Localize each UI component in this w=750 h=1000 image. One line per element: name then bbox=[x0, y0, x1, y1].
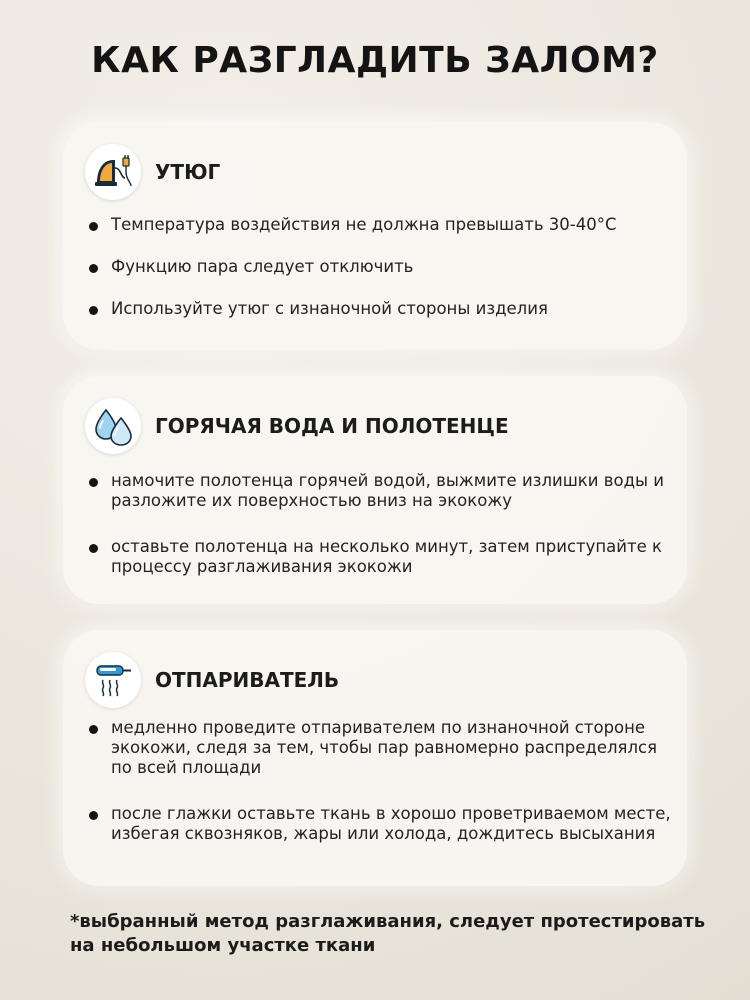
water-drops-icon bbox=[85, 398, 141, 454]
card-steamer bbox=[63, 630, 687, 886]
bullet bbox=[89, 478, 98, 487]
list-item: Используйте утюг с изнаночной стороны изделия bbox=[89, 299, 667, 319]
steamer-icon bbox=[85, 652, 141, 708]
card-title-iron: УТЮГ bbox=[155, 160, 221, 184]
list-item: оставьте полотенца на несколько минут, затем приступайте к процессу разглаживания экокожи bbox=[89, 537, 671, 577]
list-item: Температура воздействия не должна превышать 30-40°С bbox=[89, 215, 667, 235]
list-item: намочите полотенца горячей водой, выжмите излишки воды и разложите их поверхностью вниз на экокожу bbox=[89, 471, 671, 511]
bullet bbox=[89, 222, 98, 231]
list-item: медленно проведите отпаривателем по изнаночной стороне экокожи, следя за тем, чтобы пар равномерно распределялся по всей площади bbox=[89, 718, 671, 778]
bullet bbox=[89, 811, 98, 820]
card-hot-water bbox=[63, 376, 687, 604]
bullet bbox=[89, 725, 98, 734]
list-item: Функцию пара следует отключить bbox=[89, 257, 667, 277]
bullet bbox=[89, 544, 98, 553]
card-title-steamer: ОТПАРИВАТЕЛЬ bbox=[155, 668, 340, 692]
bullet bbox=[89, 306, 98, 315]
iron-icon bbox=[85, 144, 141, 200]
page-title: КАК РАЗГЛАДИТЬ ЗАЛОМ? bbox=[91, 40, 659, 81]
card-iron bbox=[63, 122, 687, 350]
bullet bbox=[89, 264, 98, 273]
list-item: после глажки оставьте ткань в хорошо проветриваемом месте, избегая сквозняков, жары или холода, дождитесь высыхания bbox=[89, 804, 671, 844]
footnote: *выбранный метод разглаживания, следует протестировать на небольшом участке ткани bbox=[70, 911, 706, 956]
card-title-hot-water: ГОРЯЧАЯ ВОДА И ПОЛОТЕНЦЕ bbox=[155, 414, 509, 438]
